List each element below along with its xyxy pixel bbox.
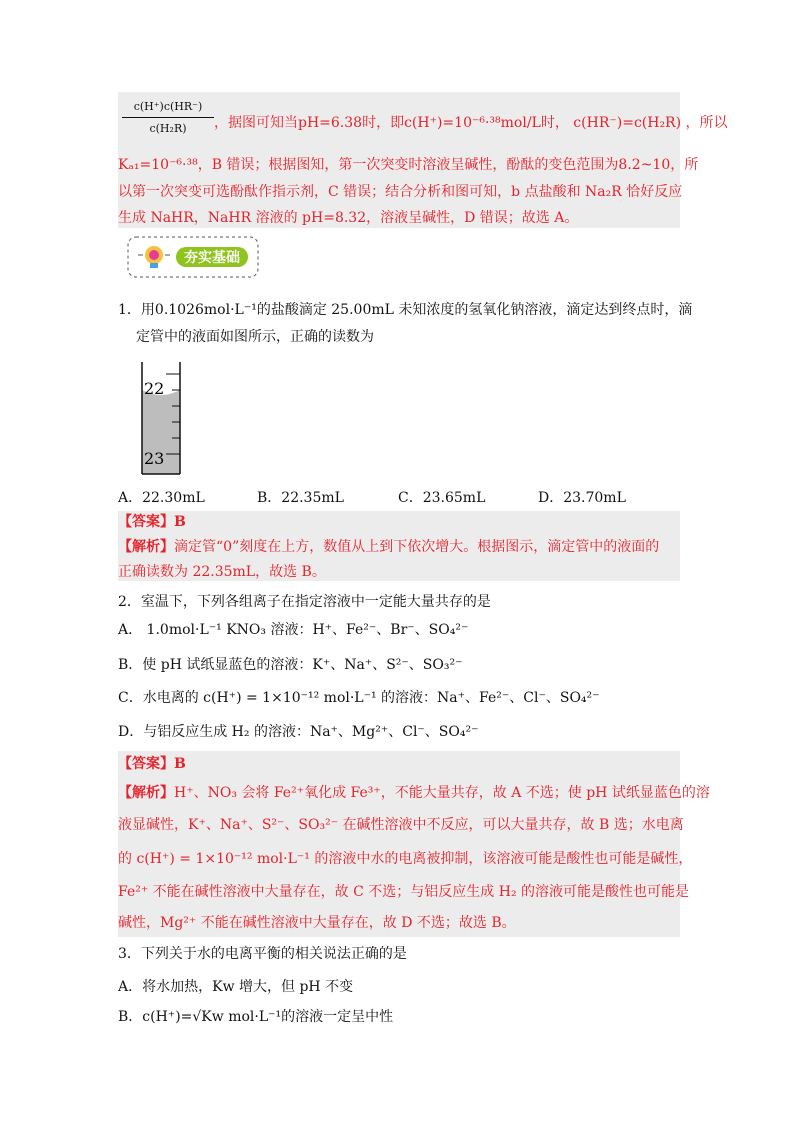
fraction-denominator: c(H₂R) xyxy=(149,122,187,135)
top-line-1: ，据图可知当pH=6.38时，即c(H⁺)=10⁻⁶·³⁸mol/L时， c(HR⁻)=c(H₂R) ，所以 xyxy=(214,115,728,131)
q3-option-b[interactable]: B．c(H⁺)=√Kw mol·L⁻¹的溶液一定呈中性 xyxy=(118,1009,394,1025)
q1-line-1: 1．用0.1026mol·L⁻¹的盐酸滴定 25.00mL 未知浓度的氢氧化钠溶液，滴定达到终点时，滴 xyxy=(118,302,693,318)
q1-analysis-text-1: 滴定管“0”刻度在上方，数值从上到下依次增大。根据图示，滴定管中的液面的 xyxy=(174,539,660,555)
q2-analysis-line-4: Fe²⁺ 不能在碱性溶液中大量存在，故 C 不选；与铝反应生成 H₂ 的溶液可能是酸性也可能是 xyxy=(118,884,690,900)
q2-analysis-line-3: 的 c(H⁺) = 1×10⁻¹² mol·L⁻¹ 的溶液中水的电离被抑制，该溶液可能是酸性也可能是碱性， xyxy=(118,851,693,867)
q3-option-a[interactable]: A．将水加热，Kw 增大，但 pH 不变 xyxy=(118,979,354,995)
top-line-2: Kₐ₁=10⁻⁶·³⁸，B 错误；根据图知，第一次突变时溶液呈碱性，酚酞的变色范围为8.2~10，所 xyxy=(118,157,699,173)
q1-analysis-line-2: 正确读数为 22.35mL，故选 B。 xyxy=(118,564,326,580)
q2-option-d[interactable]: D．与铝反应生成 H₂ 的溶液：Na⁺、Mg²⁺、Cl⁻、SO₄²⁻ xyxy=(118,724,479,740)
section-badge xyxy=(124,233,262,281)
tube-mark-22: 22 xyxy=(144,379,165,398)
q1-option-a[interactable]: A．22.30mL xyxy=(118,490,205,506)
lightbulb-icon xyxy=(138,246,170,268)
q2-answer-block xyxy=(118,751,680,937)
q1-analysis-tag: 【解析】 xyxy=(118,539,174,555)
badge-label: 夯实基础 xyxy=(184,250,240,266)
top-line-3: 以第一次突变可选酚酞作指示剂，C 错误；结合分析和图可知，b 点盐酸和 Na₂R 恰好反应 xyxy=(118,184,683,200)
q2-analysis-line-5: 碱性，Mg²⁺ 不能在碱性溶液中大量存在，故 D 不选；故选 B。 xyxy=(118,915,516,931)
q1-option-d[interactable]: D．23.70mL xyxy=(538,490,626,506)
tube-mark-23: 23 xyxy=(144,449,165,468)
q2-stem: 2．室温下，下列各组离子在指定溶液中一定能大量共存的是 xyxy=(118,594,491,610)
q1-answer: 【答案】B xyxy=(118,514,186,530)
q3-stem: 3．下列关于水的电离平衡的相关说法正确的是 xyxy=(118,946,407,962)
q2-option-a[interactable]: A． 1.0mol·L⁻¹ KNO₃ 溶液：H⁺、Fe²⁻、Br⁻、SO₄²⁻ xyxy=(118,622,469,638)
q1-option-c[interactable]: C．23.65mL xyxy=(398,490,486,506)
q2-analysis-text-1: H⁺、NO₃ 会将 Fe²⁺氧化成 Fe³⁺，不能大量共存，故 A 不选；使 pH 试纸显蓝色的溶 xyxy=(174,785,710,801)
ka-fraction xyxy=(122,100,214,135)
q1-line-2: 定管中的液面如图所示，正确的读数为 xyxy=(136,329,374,345)
q1-analysis-line-1 xyxy=(118,537,659,557)
top-line-4: 生成 NaHR，NaHR 溶液的 pH=8.32，溶液呈碱性，D 错误；故选 A。 xyxy=(118,210,579,226)
burette-diagram xyxy=(138,360,188,478)
q2-answer: 【答案】B xyxy=(118,756,186,772)
q2-analysis-tag: 【解析】 xyxy=(118,785,174,801)
q2-analysis-line-2: 液显碱性，K⁺、Na⁺、S²⁻、SO₃²⁻ 在碱性溶液中不反应，可以大量共存，故 B 选；水电离 xyxy=(118,817,684,833)
q2-option-b[interactable]: B．使 pH 试纸显蓝色的溶液：K⁺、Na⁺、S²⁻、SO₃²⁻ xyxy=(118,657,463,673)
fraction-bar xyxy=(122,117,214,118)
q2-analysis-line-1 xyxy=(118,783,710,803)
fraction-numerator: c(H⁺)c(HR⁻) xyxy=(133,100,203,113)
q1-option-b[interactable]: B．22.35mL xyxy=(257,490,344,506)
q2-option-c[interactable]: C．水电离的 c(H⁺) = 1×10⁻¹² mol·L⁻¹ 的溶液：Na⁺、Fe²⁻、Cl⁻、SO₄²⁻ xyxy=(118,690,600,706)
